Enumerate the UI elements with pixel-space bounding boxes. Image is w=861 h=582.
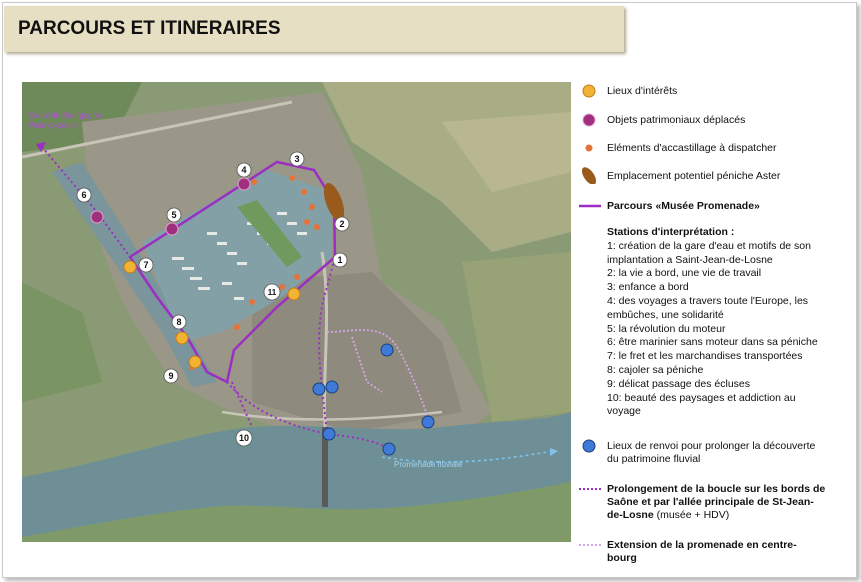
station-marker-9: 9: [168, 371, 174, 381]
legend-label: Emplacement potentiel péniche Aster: [607, 170, 781, 182]
promenade-label: Promenade fluviale: [394, 460, 463, 469]
magenta-circle-icon: [578, 111, 602, 129]
legend-label: Extension de la promenade en centre- bourg: [607, 539, 797, 564]
brown-ellipse-icon: [578, 166, 602, 184]
legend-label: Prolongement de la boucle sur les bords de Saône et par l'allée principale de St-Jean- de-Losne (musée + HDV): [607, 483, 826, 521]
stations-title: Stations d'interprétation :: [607, 226, 735, 238]
orange-circle-icon: [578, 82, 602, 100]
station-marker-8: 8: [176, 317, 182, 327]
station-line: embûches, une solidarité: [607, 308, 724, 321]
station-line: voyage: [607, 405, 641, 418]
station-line: 7: le fret et les marchandises transportées: [607, 350, 803, 363]
station-line: implantation a Saint-Jean-de-Losne: [607, 253, 773, 266]
station-line: 4: des voyages a travers toute l'Europe, les: [607, 294, 809, 307]
station-marker-3: 3: [294, 154, 300, 164]
title-banner: [4, 6, 624, 52]
station-marker-10: 10: [238, 433, 250, 443]
purple-line-icon: [578, 197, 602, 215]
station-line: 2: la vie a bord, une vie de travail: [607, 267, 762, 280]
station-marker-4: 4: [241, 165, 247, 175]
aerial-map: [22, 82, 571, 542]
station-line: 1: création de la gare d'eau et motifs de son: [607, 239, 811, 252]
station-marker-6: 6: [81, 190, 87, 200]
station-line: 9: délicat passage des écluses: [607, 377, 751, 390]
station-marker-1: 1: [337, 255, 343, 265]
stations-block: [607, 226, 839, 419]
station-line: 3: enfance a bord: [607, 281, 689, 294]
station-line: 8: cajoler sa péniche: [607, 363, 704, 376]
dotted-purple-line-icon: [578, 480, 602, 498]
station-line: 6: être marinier sans moteur dans sa péniche: [607, 336, 818, 349]
station-marker-7: 7: [143, 260, 149, 270]
legend-label: Parcours «Musée Promenade»: [607, 200, 760, 212]
page-title: PARCOURS ET ITINERAIRES: [18, 18, 281, 39]
legend-label: Lieux d'intérêts: [607, 85, 678, 97]
legend-label: Eléments d'accastillage à dispatcher: [607, 142, 777, 154]
station-marker-5: 5: [171, 210, 177, 220]
blue-circle-icon: [578, 437, 602, 455]
station-marker-11: 11: [267, 288, 277, 297]
light-dotted-line-icon: [578, 536, 602, 554]
piste-label: Piste cyclable: [28, 121, 77, 130]
canal-label: Canal de Bourgogne: [28, 111, 102, 120]
legend-label: Objets patrimoniaux déplacés: [607, 114, 746, 126]
legend-label: Lieux de renvoi pour prolonger la découverte du patrimoine fluvial: [607, 440, 816, 465]
station-line: 10: beauté des paysages et addiction au: [607, 391, 796, 404]
station-marker-2: 2: [339, 219, 345, 229]
map-svg: [22, 82, 571, 542]
station-line: 5: la révolution du moteur: [607, 322, 726, 335]
small-orange-dot-icon: [578, 139, 602, 157]
